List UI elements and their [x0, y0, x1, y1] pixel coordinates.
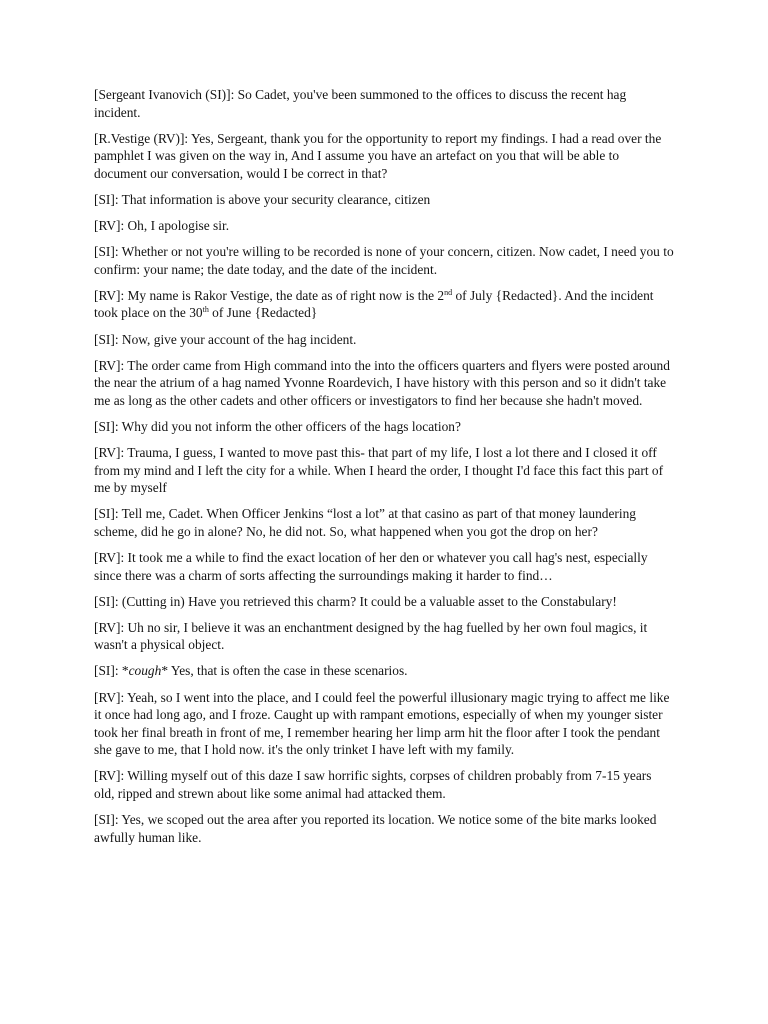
paragraph-5: [SI]: Whether or not you're willing to be recorded is none of your concern, citizen. Now cadet, I need you to confirm: your name; the date today, and the date of the incident.: [94, 244, 674, 277]
paragraph-16: [RV]: Yeah, so I went into the place, and I could feel the powerful illusionary magic trying to affect me like it once had long ago, and I froze. Caught up with rampant emotions, especially of when my younger sister took her final breath in front of me, I remember hearing her limp arm hit the floor after I took the pendant she gave to me, that I hold now. it's the only trinket I have left with my family.: [94, 689, 670, 758]
paragraph-17: [RV]: Willing myself out of this daze I saw horrific sights, corpses of children probably from 7-15 years old, ripped and strewn about like some animal had attacked them.: [94, 768, 652, 801]
paragraph-15: [94, 662, 674, 680]
paragraph-7: [SI]: Now, give your account of the hag incident.: [94, 331, 357, 347]
paragraph-13: [SI]: (Cutting in) Have you retrieved this charm? It could be a valuable asset to the Constabulary!: [94, 593, 617, 609]
paragraph-2: [R.Vestige (RV)]: Yes, Sergeant, thank you for the opportunity to report my findings. I had a read over the pamphlet I was given on the way in, And I assume you have an artefact on you that will be able to document our conversation, would I be correct in that?: [94, 130, 662, 181]
paragraph-6-part-b: of July {Redacted}. And the incident took place on the 30: [94, 287, 654, 321]
paragraph-18: [SI]: Yes, we scoped out the area after you reported its location. We notice some of the bite marks looked awfully human like.: [94, 812, 657, 845]
paragraph-4: [RV]: Oh, I apologise sir.: [94, 218, 230, 234]
paragraph-12: [RV]: It took me a while to find the exact location of her den or whatever you call hag's nest, especially since there was a charm of sorts affecting the surroundings making it harder to find…: [94, 549, 648, 583]
paragraph-14: [RV]: Uh no sir, I believe it was an enchantment designed by the hag fuelled by her own foul magics, it wasn't a physical object.: [94, 619, 648, 653]
paragraph-11: [SI]: Tell me, Cadet. When Officer Jenkins “lost a lot” at that casino as part of that money laundering scheme, did he go in alone? No, he did not. So, what happened when you got the drop on her?: [94, 506, 636, 539]
ordinal-suffix-th: th: [202, 305, 209, 315]
italic-cough: cough: [128, 663, 162, 679]
paragraph-1: [Sergeant Ivanovich (SI)]: So Cadet, you've been summoned to the offices to discuss the recent hag incident.: [94, 87, 627, 120]
paragraph-6-part-c: of June {Redacted}: [208, 305, 318, 321]
paragraph-6-part-a: [RV]: My name is Rakor Vestige, the date as of right now is the 2: [94, 287, 445, 303]
paragraph-15-part-a: [SI]: *: [94, 663, 129, 679]
paragraph-8: [RV]: The order came from High command into the into the officers quarters and flyers were posted around the near the atrium of a hag named Yvonne Roardevich, I have history with this person and so it didn't take me as long as the other cadets and other officers or investigators to find her because she hadn't moved.: [94, 357, 670, 408]
transcript-body: [94, 86, 674, 855]
paragraph-15-part-b: * Yes, that is often the case in these scenarios.: [161, 663, 408, 679]
paragraph-6: [94, 287, 674, 322]
ordinal-suffix-nd: nd: [444, 287, 453, 297]
paragraph-3: [SI]: That information is above your security clearance, citizen: [94, 191, 431, 207]
paragraph-10: [RV]: Trauma, I guess, I wanted to move past this- that part of my life, I lost a lot there and I closed it off from my mind and I left the city for a while. When I heard the order, I thought I'd face this fact this part of me by myself: [94, 445, 664, 496]
paragraph-9: [SI]: Why did you not inform the other officers of the hags location?: [94, 418, 461, 434]
